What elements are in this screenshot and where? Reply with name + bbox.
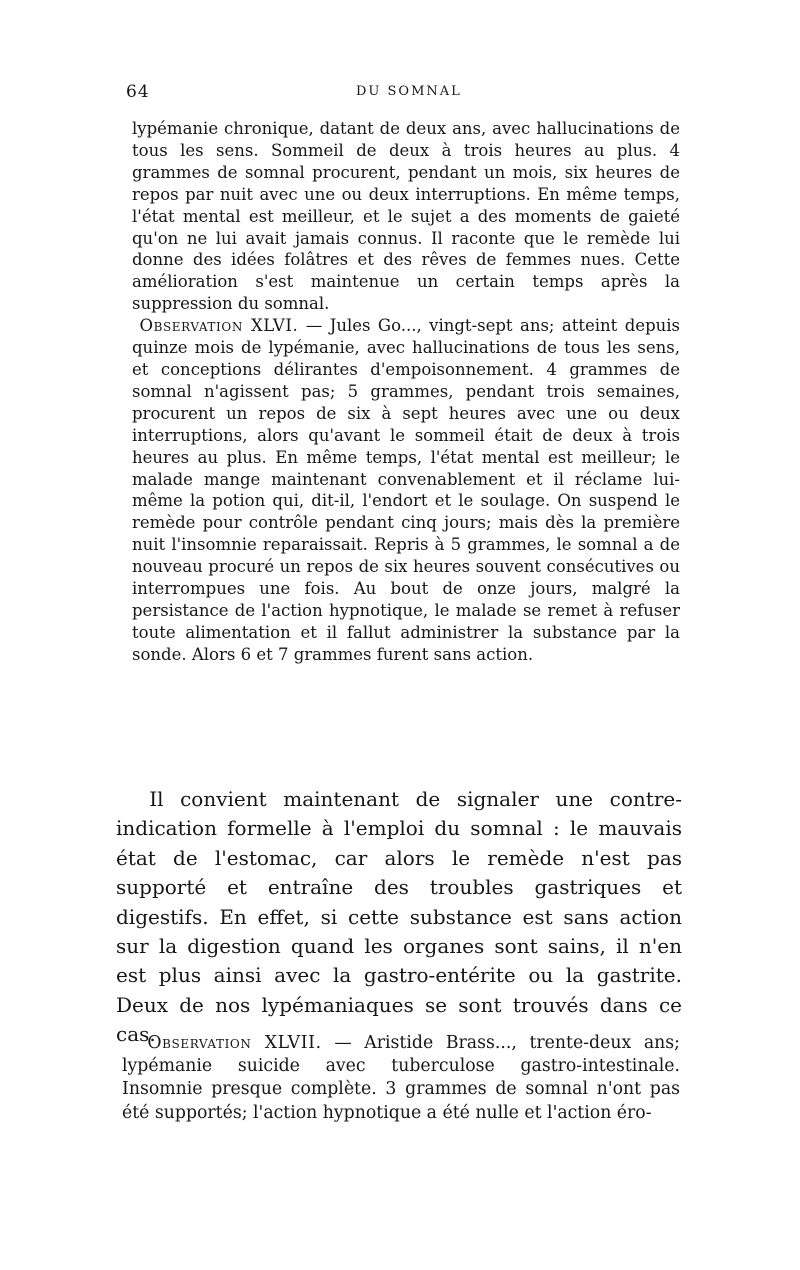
observation-47-paragraph	[122, 1032, 680, 1125]
observation-47-text: — Aristide Brass..., trente-deux ans; lypémanie suicide avec tuberculose gastro-intestinale. Insomnie presque complète. 3 grammes de somnal n'ont pas été supportés; l'action hypnotique a été nulle et l'action éro-	[122, 1033, 680, 1123]
contraindication-paragraph	[116, 785, 682, 1050]
observation-46-text: — Jules Go..., vingt-sept ans; atteint depuis quinze mois de lypémanie, avec hallucinations de tous les sens, et conceptions délirantes d'empoisonnement. 4 grammes de somnal n'agissent pas; 5 grammes, pendant trois semaines, procurent un repos de six à sept heures avec une ou deux interruptions, alors qu'avant le sommeil était de deux à trois heures au plus. En même temps, l'état mental est meilleur; le malade mange maintenant convenablement et il réclame lui-même la potion qui, dit-il, l'endort et le soulage. On suspend le remède pour contrôle pendant cinq jours; mais dès la première nuit l'insomnie reparaissait. Repris à 5 grammes, le somnal a de nouveau procuré un repos de six heures souvent consécutives ou interrompues une fois. Au bout de onze jours, malgré la persistance de l'action hypnotique, le malade se remet à refuser toute alimentation et il fallut administrer la substance par la sonde. Alors 6 et 7 grammes furent sans action.	[132, 316, 680, 664]
main-text-block	[116, 785, 682, 1050]
observation-47-label: Observation XLVII.	[147, 1033, 322, 1053]
contraindication-text: Il convient maintenant de signaler une contre-indication formelle à l'emploi du somnal : le mauvais état de l'estomac, car alors le remède n'est pas supporté et entraîne des troubles gastriques et digestifs. En effet, si cette substance est sans action sur la digestion quand les organes sont sains, il n'en est plus ainsi avec la gastro-entérite ou la gastrite. Deux de nos lypémaniaques se sont trouvés dans ce cas.	[116, 787, 682, 1047]
continuation-paragraph: lypémanie chronique, datant de deux ans, avec hallucinations de tous les sens. Sommeil de deux à trois heures au plus. 4 grammes de somnal procurent, pendant un mois, six heures de repos par nuit avec une ou deux interruptions. En même temps, l'état mental est meilleur, et le sujet a des moments de gaieté qu'on ne lui avait jamais connus. Il raconte que le remède lui donne des idées folâtres et des rêves de femmes nues. Cette amélioration s'est maintenue un certain temps après la suppression du somnal.	[132, 119, 680, 314]
page-header	[126, 82, 680, 106]
page-number: 64	[126, 82, 150, 102]
running-title: DU SOMNAL	[356, 84, 462, 99]
observation-46-paragraph	[132, 315, 680, 666]
observation-47-block	[122, 1032, 680, 1125]
small-text-block	[132, 118, 680, 666]
observation-46-label: Observation XLVI.	[139, 316, 299, 336]
